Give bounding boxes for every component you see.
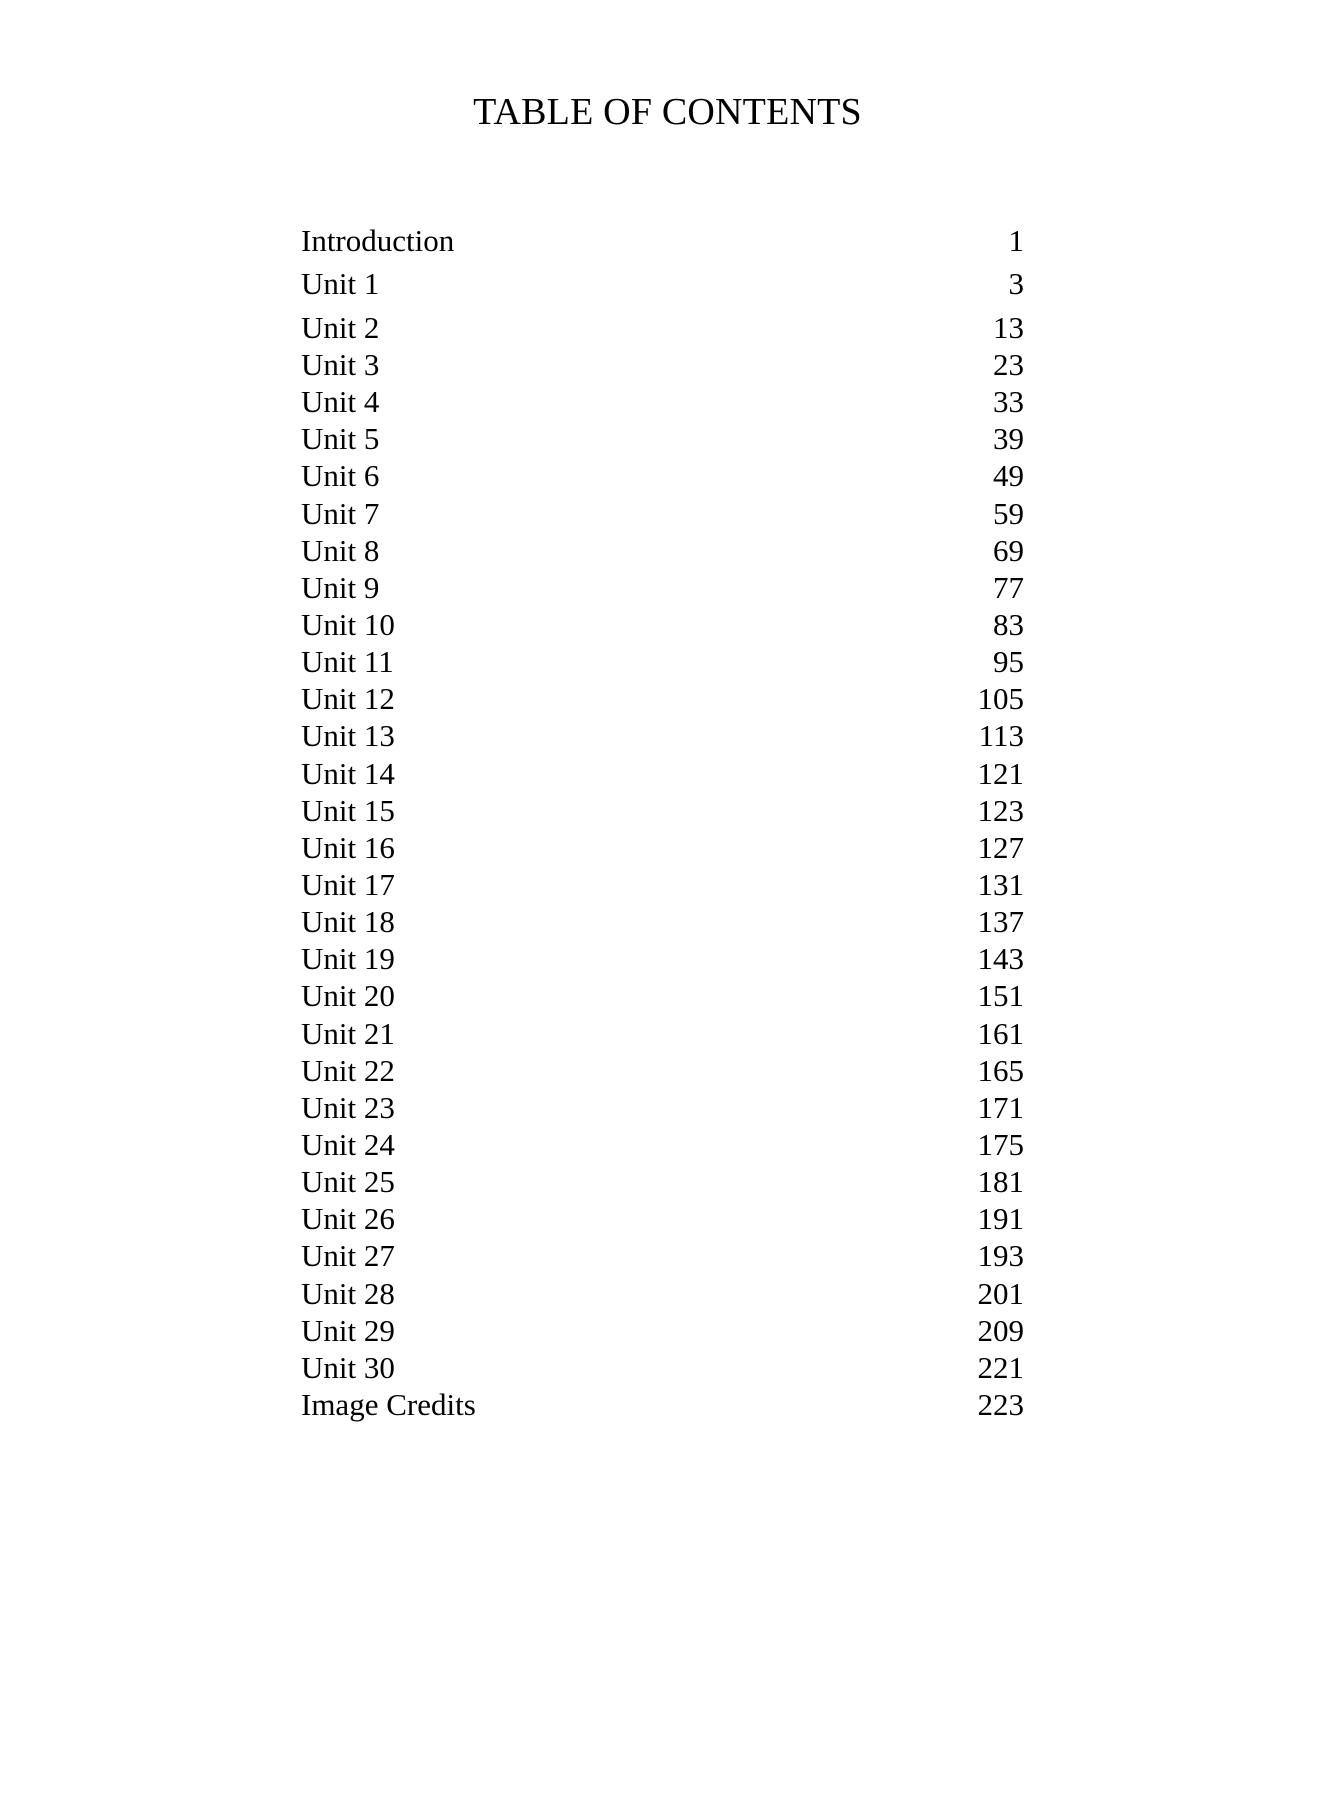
toc-entry [301, 265, 1024, 302]
toc-entry-label: Unit 29 [301, 1313, 395, 1348]
toc-entry-page: 95 [993, 644, 1024, 679]
toc-entry [301, 457, 1024, 494]
toc-entry-label: Unit 28 [301, 1276, 395, 1311]
toc-entry-page: 171 [977, 1090, 1024, 1125]
toc-entry-page: 83 [993, 607, 1024, 642]
toc-entry-page: 151 [977, 978, 1024, 1013]
toc-entry [301, 1275, 1024, 1312]
toc-entry [301, 717, 1024, 754]
toc-entry [301, 532, 1024, 569]
toc-entry-label: Unit 19 [301, 941, 395, 976]
toc-entry-page: 221 [977, 1350, 1024, 1385]
toc-entry-page: 201 [977, 1276, 1024, 1311]
toc-entry [301, 1126, 1024, 1163]
toc-entry [301, 569, 1024, 606]
toc-entry-label: Unit 1 [301, 266, 380, 301]
toc-entry-label: Unit 14 [301, 756, 395, 791]
toc-entry-page: 123 [977, 793, 1024, 828]
toc-entry [301, 1163, 1024, 1200]
toc-entry-page: 1 [1008, 223, 1024, 258]
toc-entry-page: 161 [977, 1016, 1024, 1051]
toc-entry [301, 420, 1024, 457]
toc-entry-label: Introduction [301, 223, 455, 258]
toc-entry [301, 1386, 1024, 1423]
toc-list [301, 0, 1024, 1807]
toc-entry-page: 49 [993, 458, 1024, 493]
toc-entry-label: Unit 7 [301, 496, 380, 531]
toc-entry-page: 59 [993, 496, 1024, 531]
toc-entry-label: Unit 24 [301, 1127, 395, 1162]
toc-entry-page: 131 [977, 867, 1024, 902]
toc-entry [301, 680, 1024, 717]
toc-entry-label: Unit 17 [301, 867, 395, 902]
toc-entry-label: Unit 21 [301, 1016, 395, 1051]
toc-entry-label: Unit 30 [301, 1350, 395, 1385]
toc-entry-label: Unit 26 [301, 1201, 395, 1236]
toc-entry [301, 977, 1024, 1014]
toc-entry-page: 143 [977, 941, 1024, 976]
toc-entry-page: 175 [977, 1127, 1024, 1162]
toc-entry-label: Unit 11 [301, 644, 394, 679]
toc-entry [301, 222, 1024, 259]
toc-entry-label: Unit 3 [301, 347, 380, 382]
toc-entry-page: 181 [977, 1164, 1024, 1199]
toc-entry-label: Unit 2 [301, 310, 380, 345]
toc-entry-label: Unit 27 [301, 1238, 395, 1273]
toc-entry-page: 13 [993, 310, 1024, 345]
toc-entry-page: 223 [977, 1387, 1024, 1422]
toc-entry [301, 1237, 1024, 1274]
toc-entry-label: Unit 10 [301, 607, 395, 642]
toc-entry-label: Unit 12 [301, 681, 395, 716]
toc-entry [301, 643, 1024, 680]
toc-entry-page: 33 [993, 384, 1024, 419]
toc-entry [301, 1015, 1024, 1052]
toc-entry [301, 903, 1024, 940]
toc-entry-page: 191 [977, 1201, 1024, 1236]
toc-entry [301, 792, 1024, 829]
toc-entry-label: Unit 16 [301, 830, 395, 865]
toc-entry-page: 3 [1008, 266, 1024, 301]
toc-entry-label: Unit 18 [301, 904, 395, 939]
toc-entry [301, 1312, 1024, 1349]
toc-entry-page: 69 [993, 533, 1024, 568]
toc-entry-label: Unit 20 [301, 978, 395, 1013]
toc-entry [301, 309, 1024, 346]
toc-entry [301, 940, 1024, 977]
toc-entry-page: 121 [977, 756, 1024, 791]
toc-entry-label: Image Credits [301, 1387, 476, 1422]
toc-entry-label: Unit 6 [301, 458, 380, 493]
toc-entry [301, 1052, 1024, 1089]
toc-entry-label: Unit 4 [301, 384, 380, 419]
toc-entry-page: 193 [977, 1238, 1024, 1273]
toc-entry-page: 105 [977, 681, 1024, 716]
toc-entry [301, 866, 1024, 903]
toc-entry-page: 23 [993, 347, 1024, 382]
toc-entry-label: Unit 5 [301, 421, 380, 456]
toc-entry [301, 1349, 1024, 1386]
toc-entry [301, 383, 1024, 420]
toc-entry [301, 495, 1024, 532]
toc-entry [301, 1089, 1024, 1126]
toc-entry-page: 113 [978, 718, 1024, 753]
toc-entry [301, 1200, 1024, 1237]
toc-entry [301, 346, 1024, 383]
toc-entry-page: 127 [977, 830, 1024, 865]
toc-entry-label: Unit 8 [301, 533, 380, 568]
toc-entry-label: Unit 13 [301, 718, 395, 753]
toc-entry-label: Unit 23 [301, 1090, 395, 1125]
toc-entry-label: Unit 22 [301, 1053, 395, 1088]
toc-entry [301, 755, 1024, 792]
toc-entry-label: Unit 25 [301, 1164, 395, 1199]
toc-entry [301, 829, 1024, 866]
toc-entry-page: 39 [993, 421, 1024, 456]
toc-entry-page: 209 [977, 1313, 1024, 1348]
toc-entry-page: 137 [977, 904, 1024, 939]
toc-entry-page: 77 [993, 570, 1024, 605]
toc-entry-label: Unit 15 [301, 793, 395, 828]
toc-entry [301, 606, 1024, 643]
page-title: TABLE OF CONTENTS [473, 91, 862, 133]
toc-entry-label: Unit 9 [301, 570, 380, 605]
toc-entry-page: 165 [977, 1053, 1024, 1088]
